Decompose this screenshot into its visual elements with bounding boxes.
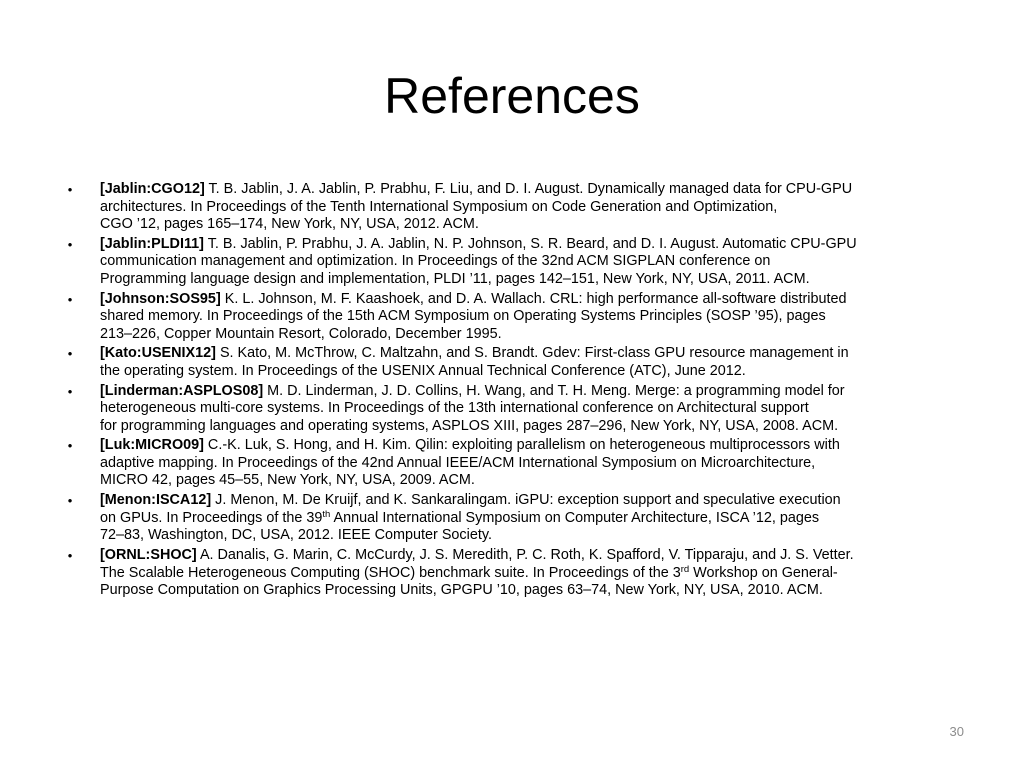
reference-text: T. B. Jablin, P. Prabhu, J. A. Jablin, N. P. Johnson, S. R. Beard, and D. I. August. Automatic CPU-GPU xyxy=(203,235,857,252)
reference-item xyxy=(64,291,964,344)
reference-line: Programming language design and implementation, PLDI ’11, pages 142–151, New York, NY, USA, 2011. ACM. xyxy=(100,270,810,287)
reference-key: [Linderman:ASPLOS08] xyxy=(100,382,264,399)
bullet-icon: • xyxy=(67,182,73,197)
reference-key: [Jablin:PLDI11] xyxy=(100,235,204,252)
slide-title: References xyxy=(384,68,640,124)
reference-line: 72–83, Washington, DC, USA, 2012. IEEE Computer Society. xyxy=(100,527,492,544)
reference-text: A. Danalis, G. Marin, C. McCurdy, J. S. Meredith, P. C. Roth, K. Spafford, V. Tipparaju, and J. S. Vetter. xyxy=(196,547,854,564)
reference-item xyxy=(64,437,964,490)
bullet-icon: • xyxy=(67,383,73,399)
reference-text: J. Menon, M. De Kruijf, and K. Sankaralingam. iGPU: exception support and speculative execution xyxy=(211,492,841,509)
reference-line: 213–226, Copper Mountain Resort, Colorado, December 1995. xyxy=(100,325,502,342)
reference-text: Workshop on General- xyxy=(689,564,838,581)
reference-item xyxy=(64,345,964,380)
reference-list xyxy=(64,181,964,602)
bullet-icon: • xyxy=(67,438,73,454)
bullet-icon: • xyxy=(67,493,73,509)
reference-line: shared memory. In Proceedings of the 15th ACM Symposium on Operating Systems Principles (SOSP ’95), pages xyxy=(100,308,826,325)
reference-line xyxy=(100,236,964,254)
reference-line xyxy=(100,565,964,583)
ordinal-superscript: th xyxy=(322,508,331,520)
reference-line xyxy=(100,547,964,565)
reference-text: M. D. Linderman, J. D. Collins, H. Wang, and T. H. Meng. Merge: a programming model for xyxy=(263,382,845,399)
reference-text: Annual International Symposium on Computer Architecture, ISCA ’12, pages xyxy=(330,509,820,526)
page-number: 30 xyxy=(949,724,964,739)
reference-text: K. L. Johnson, M. F. Kaashoek, and D. A. Wallach. CRL: high performance all-software distributed xyxy=(220,290,847,307)
bullet-icon: • xyxy=(67,346,73,362)
bullet-icon: • xyxy=(67,548,73,564)
reference-key: [ORNL:SHOC] xyxy=(100,547,197,564)
reference-line: MICRO 42, pages 45–55, New York, NY, USA, 2009. ACM. xyxy=(100,472,475,489)
reference-key: [Johnson:SOS95] xyxy=(100,290,221,307)
reference-line: for programming languages and operating systems, ASPLOS XIII, pages 287–296, New York, NY, USA, 2008. ACM. xyxy=(100,417,839,434)
reference-line xyxy=(100,181,964,199)
reference-line xyxy=(100,510,964,528)
bullet-icon: • xyxy=(67,236,73,252)
reference-line xyxy=(100,291,964,309)
reference-line: CGO ’12, pages 165–174, New York, NY, USA, 2012. ACM. xyxy=(100,216,479,232)
reference-text: on GPUs. In Proceedings of the 39 xyxy=(100,509,323,526)
reference-line: Purpose Computation on Graphics Processing Units, GPGPU ’10, pages 63–74, New York, NY, USA, 2010. ACM. xyxy=(100,582,823,599)
ordinal-superscript: rd xyxy=(680,563,690,575)
reference-line: communication management and optimization. In Proceedings of the 32nd ACM SIGPLAN conference on xyxy=(100,253,771,270)
bullet-icon: • xyxy=(67,291,73,307)
reference-line: heterogeneous multi-core systems. In Proceedings of the 13th international conference on Architectural support xyxy=(100,400,809,417)
reference-item xyxy=(64,181,964,234)
reference-line: the operating system. In Proceedings of the USENIX Annual Technical Conference (ATC), June 2012. xyxy=(100,362,746,379)
reference-text: The Scalable Heterogeneous Computing (SHOC) benchmark suite. In Proceedings of the 3 xyxy=(100,564,681,581)
reference-key: [Kato:USENIX12] xyxy=(100,345,216,362)
reference-text: T. B. Jablin, J. A. Jablin, P. Prabhu, F. Liu, and D. I. August. Dynamically managed data for CPU-GPU xyxy=(204,181,853,197)
reference-key: [Menon:ISCA12] xyxy=(100,492,212,509)
reference-item xyxy=(64,236,964,289)
reference-line xyxy=(100,492,964,510)
reference-line xyxy=(100,437,964,455)
reference-item xyxy=(64,492,964,545)
reference-text: C.-K. Luk, S. Hong, and H. Kim. Qilin: exploiting parallelism on heterogeneous multiprocessors with xyxy=(203,437,840,454)
reference-text: S. Kato, M. McThrow, C. Maltzahn, and S. Brandt. Gdev: First-class GPU resource management in xyxy=(215,345,849,362)
reference-key: [Jablin:CGO12] xyxy=(100,181,205,197)
reference-item xyxy=(64,383,964,436)
reference-line: architectures. In Proceedings of the Tenth International Symposium on Code Generation and Optimization, xyxy=(100,198,778,215)
reference-item xyxy=(64,547,964,600)
reference-line xyxy=(100,383,964,401)
reference-key: [Luk:MICRO09] xyxy=(100,437,204,454)
reference-line xyxy=(100,345,964,363)
reference-line: adaptive mapping. In Proceedings of the 42nd Annual IEEE/ACM International Symposium on Microarchitecture, xyxy=(100,454,816,471)
